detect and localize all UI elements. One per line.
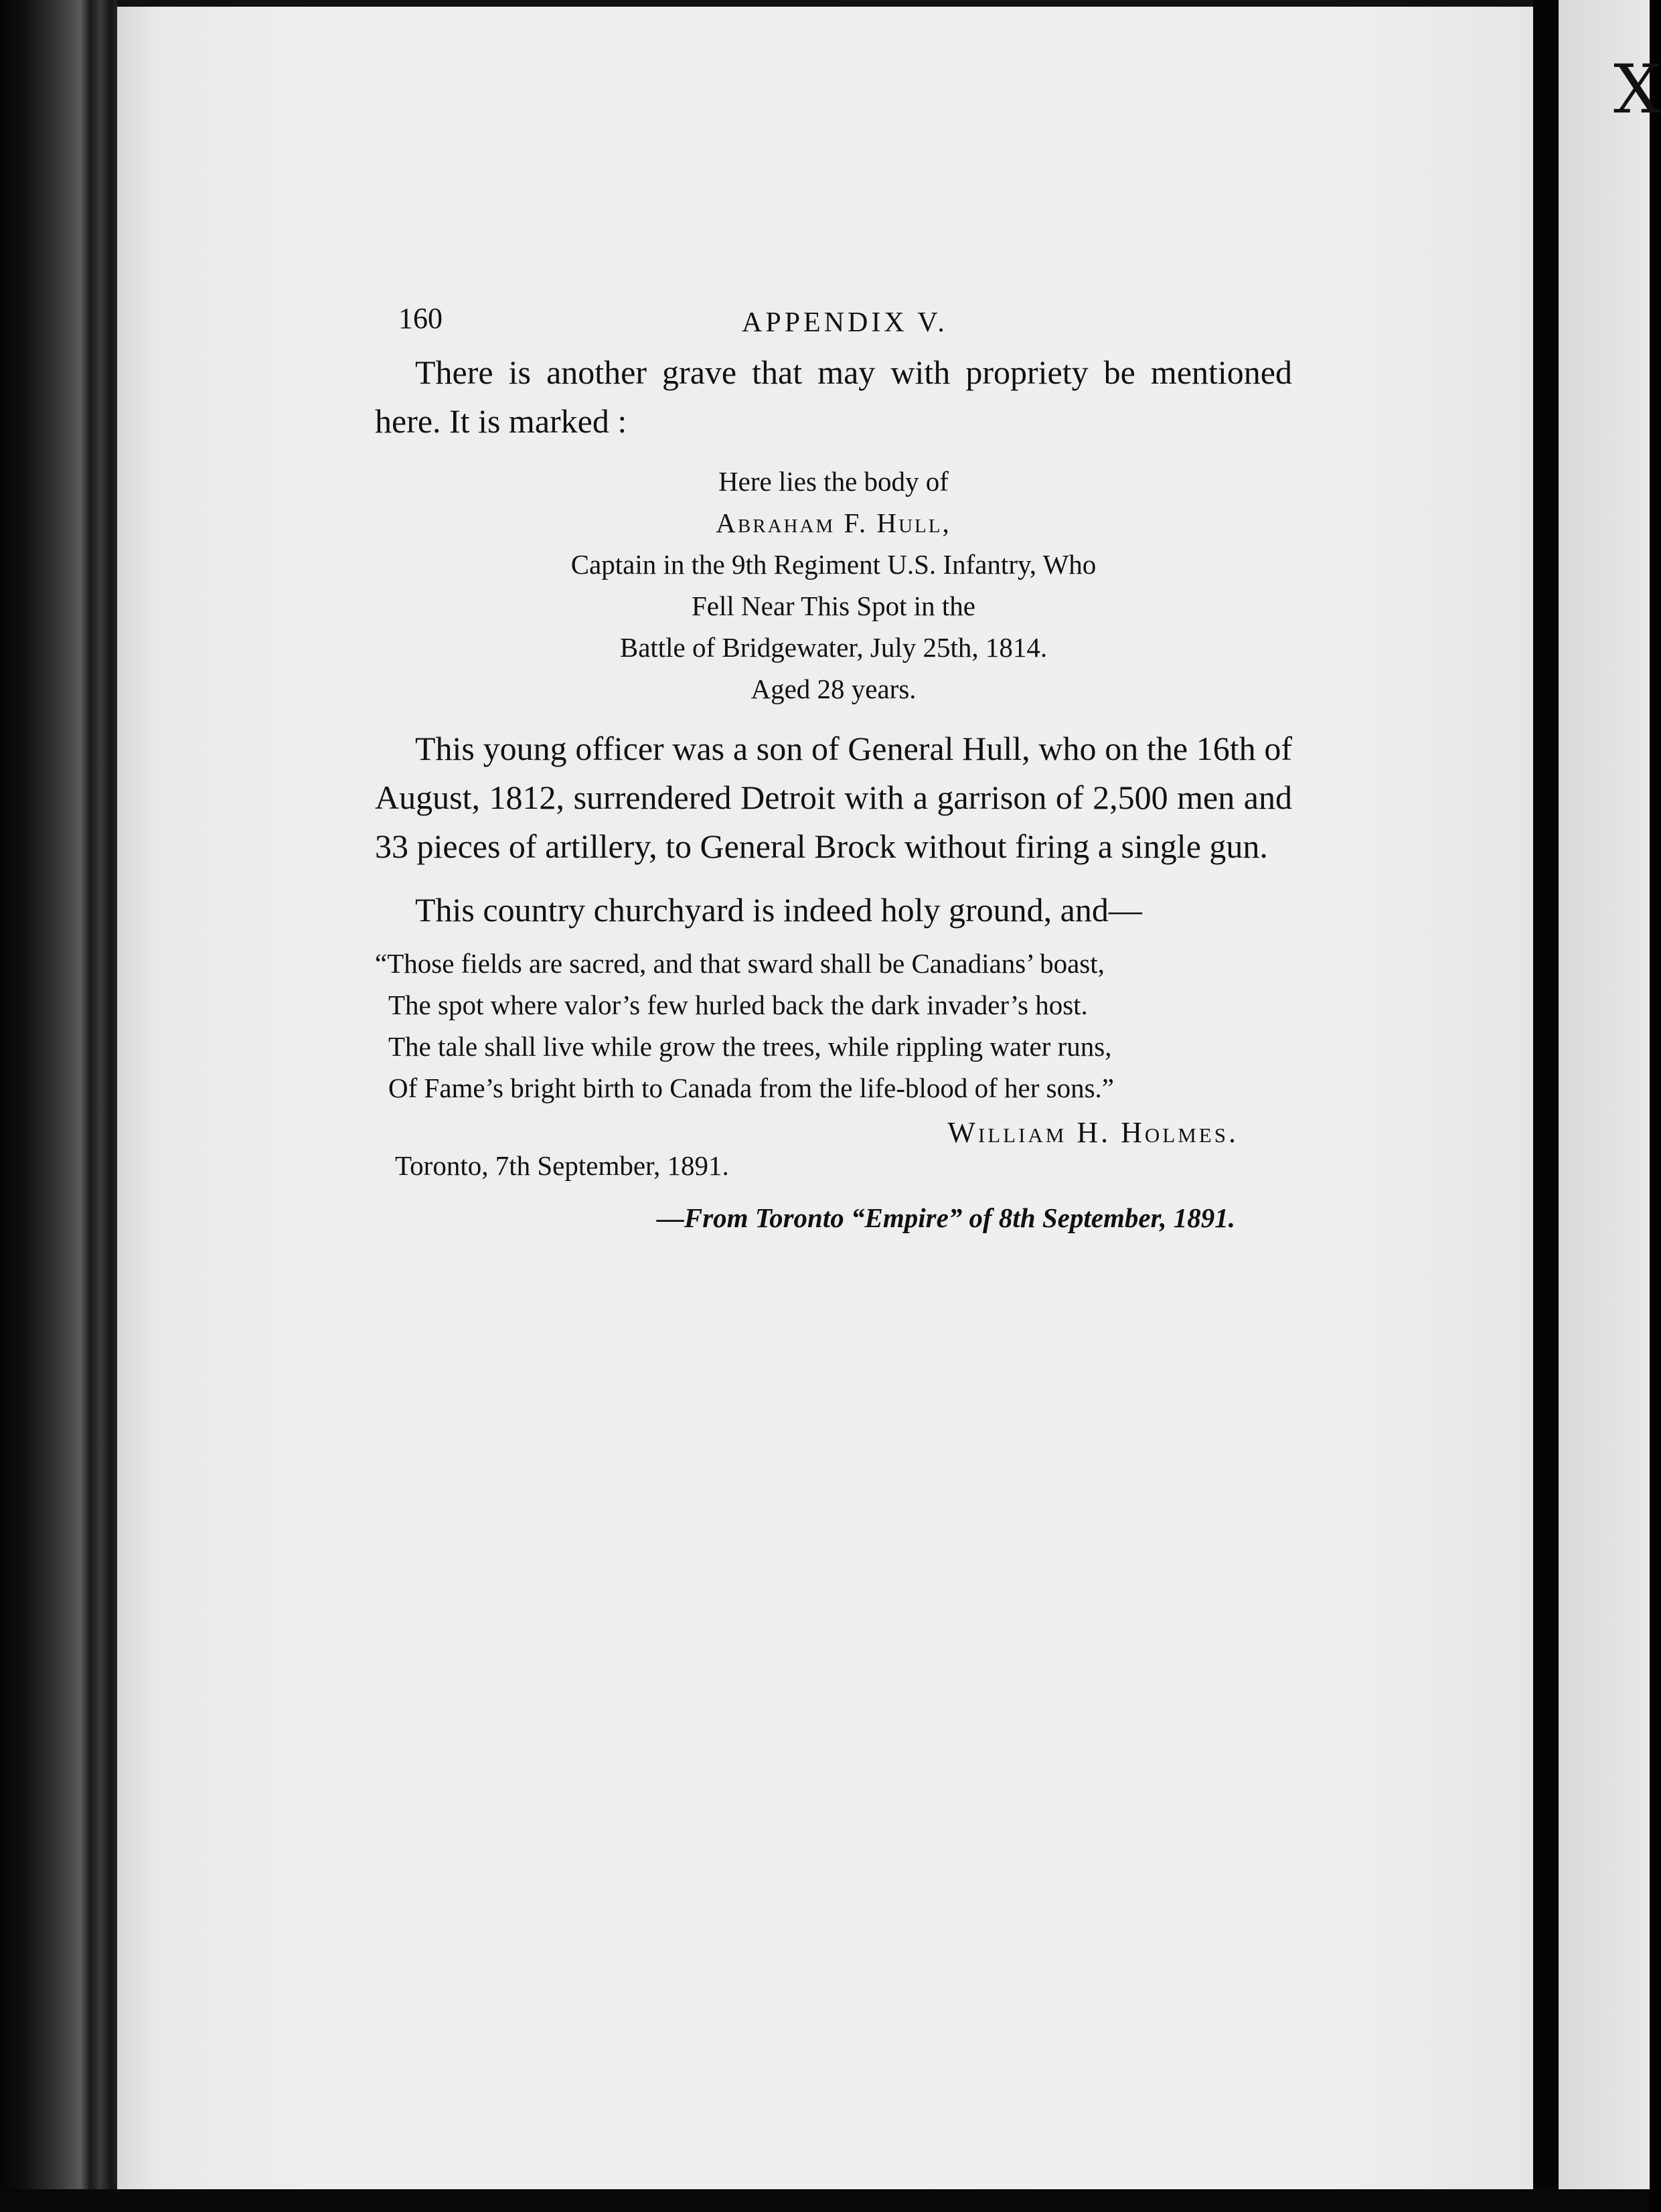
poem-line: The spot where valor’s few hurled back the dark invader’s host. — [388, 990, 1088, 1020]
facing-page-edge — [1559, 0, 1650, 2212]
page-text-block — [375, 288, 1292, 1234]
poem-line: The tale shall live while grow the trees, while rippling water runs, — [388, 1031, 1112, 1062]
poem-line: “Those fields are sacred, and that sward shall be Canadians’ boast, — [375, 948, 1105, 979]
hull-paragraph: This young officer was a son of General Hull, who on the 16th of August, 1812, surrendered Detroit with a garrison of 2,500 men and 33 pieces of artillery, to General Brock without firing a single gun. — [375, 730, 1292, 865]
page-header — [375, 288, 1292, 348]
epitaph-line: Battle of Bridgewater, July 25th, 1814. — [619, 632, 1048, 663]
epitaph-line: Here lies the body of — [718, 466, 949, 497]
source-citation: —From Toronto “Empire” of 8th September, 1891. — [656, 1202, 1235, 1233]
scan-top-edge — [117, 0, 1533, 7]
epitaph-line: Captain in the 9th Regiment U.S. Infantry, Who — [570, 549, 1097, 580]
signature: William H. Holmes. — [947, 1116, 1239, 1149]
epitaph — [375, 461, 1292, 710]
intro-paragraph: There is another grave that may with propriety be mentioned here. It is marked : — [375, 353, 1292, 440]
epitaph-line: Aged 28 years. — [750, 674, 917, 704]
churchyard-paragraph: This country churchyard is indeed holy ground, and— — [415, 891, 1142, 929]
epitaph-name: Abraham F. Hull, — [716, 507, 951, 538]
binding-edge — [0, 0, 117, 2212]
poem-line: Of Fame’s bright birth to Canada from the life-blood of her sons.” — [388, 1073, 1114, 1103]
margin-mark: X — [1613, 50, 1661, 129]
poem — [375, 943, 1292, 1109]
scan-bottom-edge — [0, 2189, 1650, 2212]
page-gutter — [1533, 0, 1559, 2212]
running-head: APPENDIX V. — [742, 307, 948, 338]
epitaph-line: Fell Near This Spot in the — [691, 590, 975, 621]
page-number: 160 — [398, 302, 443, 335]
dateline: Toronto, 7th September, 1891. — [395, 1150, 729, 1181]
